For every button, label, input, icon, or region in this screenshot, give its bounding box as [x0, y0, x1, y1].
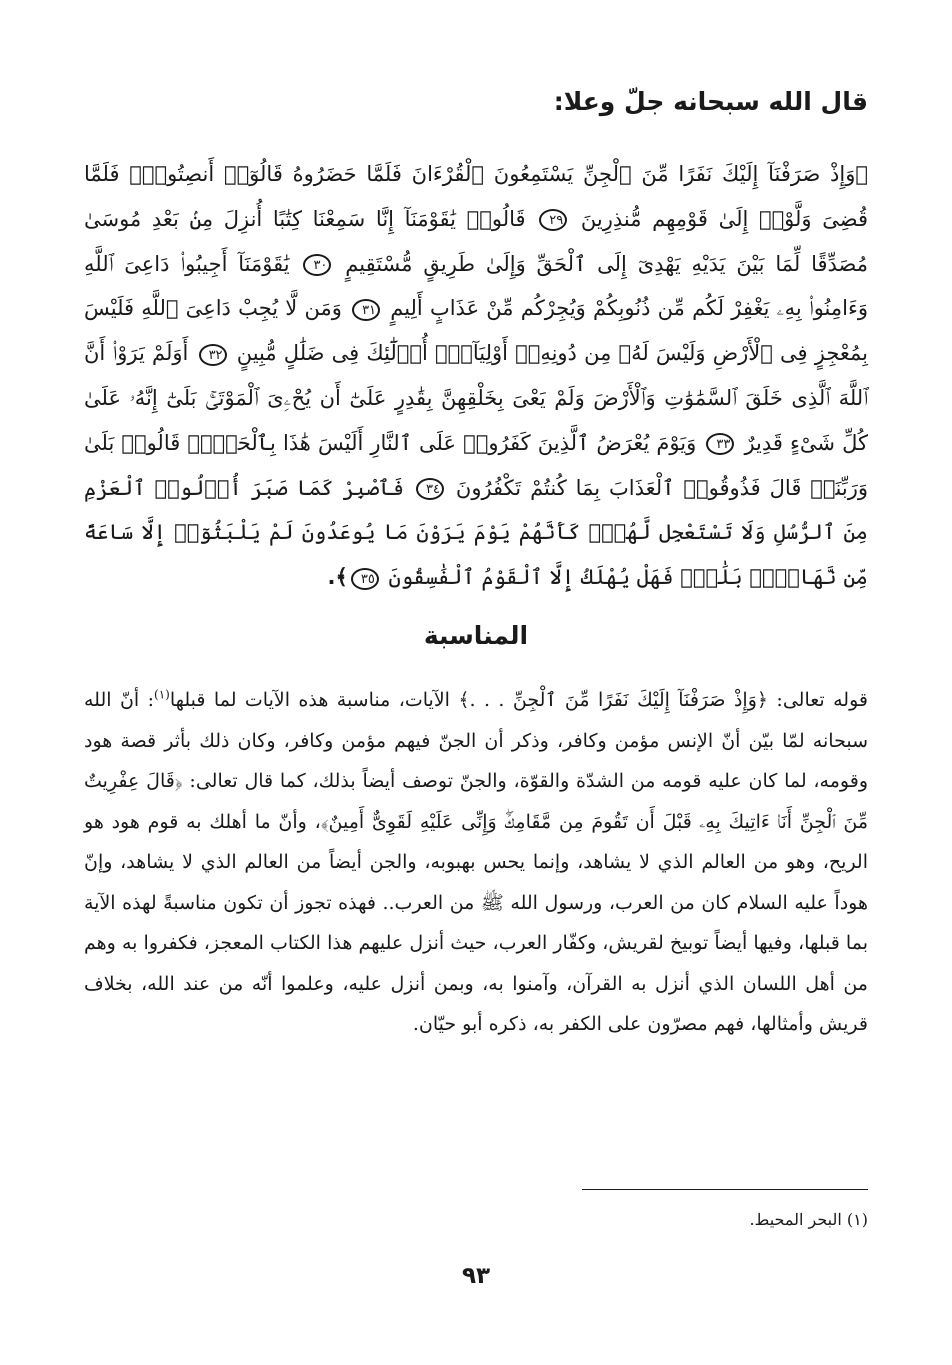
quoted-verse: ﴿وَإِذْ صَرَفْنَآ إِلَيْكَ نَفَرًا مِّنَ ٱلْجِنِّ . . .﴾ — [458, 689, 768, 711]
ayah-number-marker: ٢٩ — [539, 209, 567, 231]
quran-verses-block — [84, 152, 868, 600]
commentary-text: : أنّ الله سبحانه لمّا بيّن أنّ الإنس مؤمن وكافر، وذكر أن الجنّ فيهم مؤمن وكافر، وكان ذلك بأثر قصة هود وقومه، لما كان عليه قومه من الشدّة والقوّة، والجنّ توصف أيضاً بذلك، كما قال تعالى: — [84, 689, 868, 792]
quoted-verse: ﴿قَالَ عِفْرِيتٌ مِّنَ ٱلْجِنِّ أَنَا۠ ءَاتِيكَ بِهِۦ قَبْلَ أَن تَقُومَ مِن مَّقَامِكَۖ وَإِنِّى عَلَيْهِ لَقَوِىٌّ أَمِينٌ﴾ — [84, 770, 869, 833]
verse-text: وَمَن لَّا يُجِبْ دَاعِىَ ٱللَّهِ فَلَيْسَ بِمُعْجِزٍ فِى ٱلْأَرْضِ وَلَيْسَ لَهُۥ مِن دُونِهِۦٓ أَوْلِيَآءُۚ أُو۟لَٰٓئِكَ فِى ضَلَٰلٍ مُّبِينٍ — [84, 296, 869, 366]
verse-text: فَٱصْبِرْ كَمَا صَبَرَ أُو۟لُوا۟ ٱلْعَزْمِ مِنَ ٱلرُّسُلِ وَلَا تَسْتَعْجِل لَّهُمْۚ كَأَنَّهُمْ يَوْمَ يَرَوْنَ مَا يُوعَدُونَ لَمْ يَلْبَثُوٓا۟ إِلَّا سَاعَةً مِّن نَّهَارٍۭۚ بَلَٰغٌۚ فَهَلْ يُهْلَكُ إِلَّا ٱلْقَوْمُ ٱلْفَٰسِقُونَ — [84, 475, 868, 590]
ayah-number-marker: ٣٣ — [706, 433, 734, 455]
page-number: ٩٣ — [461, 1263, 491, 1289]
section-title: المناسبة — [423, 621, 529, 650]
footnote-divider — [582, 1189, 868, 1190]
verse-text: أَوَلَمْ يَرَوْا۟ أَنَّ ٱللَّهَ ٱلَّذِى خَلَقَ ٱلسَّمَٰوَٰتِ وَٱلْأَرْضَ وَلَمْ يَعْىَ بِخَلْقِهِنَّ بِقَٰدِرٍ عَلَىٰٓ أَن يُحْۦِىَ ٱلْمَوْتَىٰۚ بَلَىٰٓ إِنَّهُۥ عَلَىٰ كُلِّ شَىْءٍ قَدِيرٌ — [84, 341, 868, 455]
page-heading: قال الله سبحانه جلّ وعلا: — [553, 87, 868, 116]
verse-text: قَالُوا۟ يَٰقَوْمَنَآ إِنَّا سَمِعْنَا كِتَٰبًا أُنزِلَ مِنۢ بَعْدِ مُوسَىٰ مُصَدِّقًا لِّمَا بَيْنَ يَدَيْهِ يَهْدِىٓ إِلَى ٱلْحَقِّ وَإِلَىٰ طَرِيقٍ مُّسْتَقِيمٍ — [84, 206, 869, 276]
ayah-number-marker: ٣٢ — [199, 344, 227, 366]
commentary-paragraph — [84, 680, 868, 1045]
verse-text: ﴿وَإِذْ صَرَفْنَآ إِلَيْكَ نَفَرًا مِّنَ ٱلْجِنِّ يَسْتَمِعُونَ ٱلْقُرْءَانَ فَلَمَّا حَضَرُوهُ قَالُوٓا۟ أَنصِتُوا۟ۖ فَلَمَّا قُضِىَ وَلَّوْا۟ إِلَىٰ قَوْمِهِم مُّنذِرِينَ — [84, 162, 868, 231]
verse-text: وَيَوْمَ يُعْرَضُ ٱلَّذِينَ كَفَرُوا۟ عَلَى ٱلنَّارِ أَلَيْسَ هَٰذَا بِٱلْحَقِّۖ قَالُوا۟ بَلَىٰ وَرَبِّنَاۚ قَالَ فَذُوقُوا۟ ٱلْعَذَابَ بِمَا كُنتُمْ تَكْفُرُونَ — [84, 430, 868, 500]
verses-closing-bracket: ﴾. — [327, 565, 348, 590]
ayah-number-marker: ٣٠ — [303, 254, 331, 276]
commentary-text: ، وأنّ ما أهلك به قوم هود هو الريح، وهو من العالم الذي لا يشاهد، وإنما يحس بهبوبه، والجن أيضاً من العالم الذي لا يشاهد، وإنّ هوداً عليه السلام كان من العرب، ورسول الله ﷺ من العرب.. فهذه تجوز أن تكون مناسبةً لهذه الآية بما قبلها، وفيها أيضاً توبيخ لقريش، وكفّار العرب، حيث أنزل عليهم هذا الكتاب المعجز، فكفروا به وهم من أهل اللسان الذي أنزل به القرآن، وآمنوا به، وبمن أنزل عليه، وعلموا أنّه من عند الله، بخلاف قريش وأمثالها، فهم مصرّون على الكفر به، ذكره أبو حيّان. — [84, 810, 868, 1035]
ayah-number-marker: ٣١ — [352, 299, 380, 321]
commentary-text: الآيات، مناسبة هذه الآيات لما قبلها — [169, 689, 459, 711]
ayah-number-marker: ٣٤ — [416, 478, 444, 500]
footnote-reference[interactable]: (١) — [154, 687, 170, 702]
ayah-number-marker: ٣٥ — [351, 568, 379, 590]
footnote: (١) البحر المحيط. — [749, 1210, 868, 1229]
intro-label: قوله تعالى: — [768, 689, 868, 711]
verse-text: يَٰقَوْمَنَآ أَجِيبُوا۟ دَاعِىَ ٱللَّهِ وَءَامِنُوا۟ بِهِۦ يَغْفِرْ لَكُم مِّن ذُنُوبِكُمْ وَيُجِرْكُم مِّنْ عَذَابٍ أَلِيمٍ — [84, 251, 868, 321]
